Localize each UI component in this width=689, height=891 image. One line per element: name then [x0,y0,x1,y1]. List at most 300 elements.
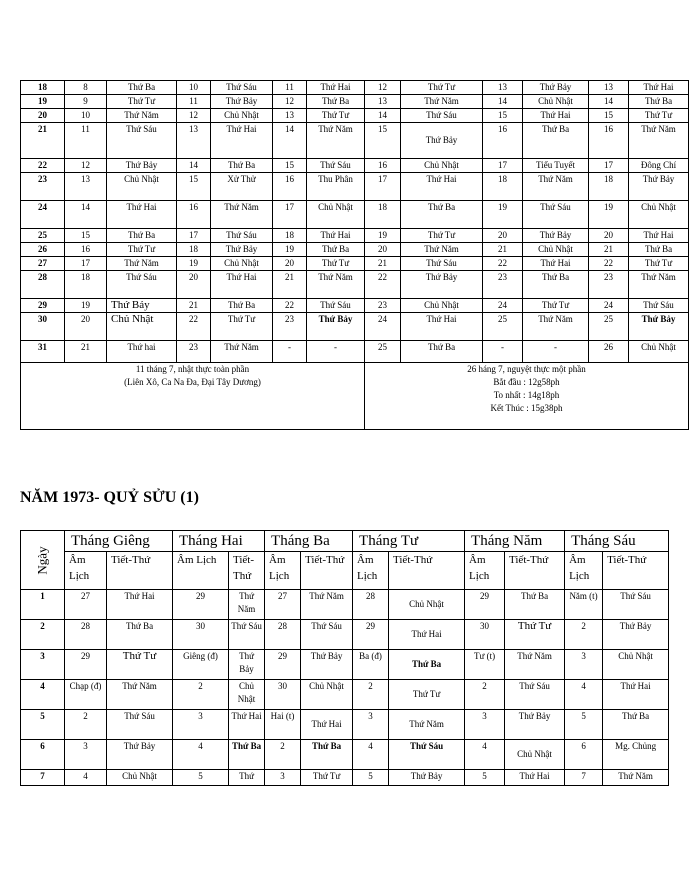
table-cell: 5 [465,770,505,786]
table-cell: Thứ Tư [401,229,483,243]
table-cell: Giêng (đ) [173,650,229,680]
table-cell: 17 [177,229,211,243]
table-cell: Thứ Sáu [401,257,483,271]
table-cell: Thứ Hai [505,770,565,786]
table-cell: Thứ Bảy [401,271,483,299]
day-cell: 3 [21,650,65,680]
day-cell: 19 [21,95,65,109]
table-cell: Thứ Hai [523,257,589,271]
table-cell: 21 [365,257,401,271]
table-cell: Thứ Tư [523,299,589,313]
table-cell: 17 [589,159,629,173]
table-cell: 11 [177,95,211,109]
table-cell: 29 [65,650,107,680]
table-row [21,680,669,710]
table-cell: Thứ Tư [211,313,273,341]
table-cell: - [523,341,589,363]
table-cell: Thứ Năm [107,680,173,710]
table-cell: Thứ Sáu [211,229,273,243]
table-cell: Thứ Năm [211,201,273,229]
tiet-thu-header: Tiết-Thứ [505,552,565,590]
table-cell: 12 [365,81,401,95]
table-cell: 18 [273,229,307,243]
am-lich-header: Âm Lịch [65,552,107,590]
day-cell: 21 [21,123,65,159]
table-cell: Thu Phân [307,173,365,201]
note-left [21,363,365,430]
table-cell: Chủ Nhật [505,740,565,770]
table-cell: Tiểu Tuyết [523,159,589,173]
day-cell: 18 [21,81,65,95]
table-cell: 15 [483,109,523,123]
am-lich-header: Âm Lịch [353,552,389,590]
table-cell: Thứ Hai [307,81,365,95]
day-cell: 6 [21,740,65,770]
table-cell: 28 [65,620,107,650]
table-row [21,271,689,299]
table-row [21,123,689,159]
table-cell: Thứ Tư [301,770,353,786]
table-cell: 16 [365,159,401,173]
table-cell: 13 [273,109,307,123]
table-cell: 14 [483,95,523,109]
table-cell: Xử Thử [211,173,273,201]
table-cell: 28 [265,620,301,650]
table-cell: Thứ Bảy [629,173,689,201]
day-cell: 31 [21,341,65,363]
table-cell: Thứ Ba [603,710,669,740]
table-row [21,229,689,243]
table-cell: Thứ Ba [523,271,589,299]
table-cell: Ba (đ) [353,650,389,680]
day-cell: 1 [21,590,65,620]
table-cell: 28 [353,590,389,620]
day-cell: 29 [21,299,65,313]
ngay-header [21,531,65,590]
table-cell: Thứ Ba [629,243,689,257]
table-cell: Thứ Ba [401,341,483,363]
table-cell: 4 [65,770,107,786]
table-cell: Thứ Năm [401,95,483,109]
table-cell: Chủ Nhật [107,770,173,786]
table-cell: - [273,341,307,363]
table-cell: 16 [177,201,211,229]
table-row [21,299,689,313]
table-cell: 23 [483,271,523,299]
table-cell: 23 [273,313,307,341]
table-cell: Thứ Bảy [389,770,465,786]
am-lich-header: Âm Lịch [565,552,603,590]
table-cell: 24 [365,313,401,341]
table-cell: Chủ Nhật [629,201,689,229]
table-cell: 20 [483,229,523,243]
table-cell: Thứ Năm [603,770,669,786]
table-cell: 9 [65,95,107,109]
table-cell: 15 [273,159,307,173]
table-cell: 3 [265,770,301,786]
day-cell: 28 [21,271,65,299]
table-cell: 7 [565,770,603,786]
table-cell: 12 [65,159,107,173]
table-cell: Thứ Hai [629,81,689,95]
table-cell: 24 [483,299,523,313]
table-cell: Thứ Sáu [505,680,565,710]
table-cell: Thứ Sáu [107,123,177,159]
table-cell: Thứ Năm [307,271,365,299]
month-header: Tháng Sáu [565,531,669,552]
table-cell: 2 [465,680,505,710]
table-row [21,710,669,740]
table-cell: Thứ Hai [107,590,173,620]
table-cell: 4 [173,740,229,770]
table-cell: Thứ Năm [505,650,565,680]
table-cell: 18 [589,173,629,201]
table-cell: 20 [65,313,107,341]
table-cell: 21 [177,299,211,313]
table-cell: 15 [177,173,211,201]
table-cell: 23 [365,299,401,313]
table-cell: Thứ Sáu [301,620,353,650]
table-cell: 15 [365,123,401,159]
table-cell: Thứ Ba [107,229,177,243]
month-header-row [21,531,669,552]
note-right-line: 26 háng 7, nguyệt thực một phần [467,364,586,374]
table-cell: 3 [565,650,603,680]
table-cell: Thứ Ba [211,299,273,313]
table-cell: 20 [365,243,401,257]
table-cell: Thứ Bảy [307,313,365,341]
table-cell: Thứ Ba [401,201,483,229]
table-cell: Thứ Hai [629,229,689,243]
day-cell: 27 [21,257,65,271]
table-cell: 2 [265,740,301,770]
table-cell: 20 [589,229,629,243]
table-row [21,257,689,271]
table-cell: 13 [177,123,211,159]
am-lich-header: Âm Lịch [265,552,301,590]
table-cell: 18 [483,173,523,201]
table-cell: 19 [65,299,107,313]
table-cell: Thứ Hai [401,173,483,201]
table-cell: 6 [565,740,603,770]
table-cell: Thứ Sáu [603,590,669,620]
table-cell: Thứ Hai [523,109,589,123]
table-cell: Thứ Bảy [505,710,565,740]
month-header: Tháng Giêng [65,531,173,552]
table-cell: Thứ Hai [389,620,465,650]
table-cell: 25 [365,341,401,363]
table-cell: Thứ Sáu [107,710,173,740]
table-cell: 10 [177,81,211,95]
table-row [21,173,689,201]
table-cell: 15 [589,109,629,123]
table-cell: 22 [365,271,401,299]
year-heading: NĂM 1973- QUỶ SỬU (1) [20,489,199,506]
table-cell: Thứ [229,770,265,786]
table-cell: 17 [365,173,401,201]
note-right [365,363,689,430]
table-cell: - [307,341,365,363]
day-cell: 30 [21,313,65,341]
table-cell: Thứ Tư [107,95,177,109]
table-cell: Thứ Năm [629,271,689,299]
table-cell: 23 [177,341,211,363]
table-cell: 16 [273,173,307,201]
table-cell: Thứ Hai [211,123,273,159]
table-cell: Thứ Ba [107,620,173,650]
calendar-table-1972-tail [20,80,689,430]
table-cell: Thứ Hai [107,201,177,229]
table-cell: 27 [265,590,301,620]
table-cell: Thứ Năm [107,109,177,123]
table-cell: Thứ Sáu [211,81,273,95]
table-cell: Chủ Nhật [107,173,177,201]
day-cell: 22 [21,159,65,173]
table-cell: Thứ Năm [389,710,465,740]
table-cell: 17 [483,159,523,173]
month-header: Tháng Hai [173,531,265,552]
table-cell: 4 [565,680,603,710]
table-cell: 2 [173,680,229,710]
month-header: Tháng Tư [353,531,465,552]
table-cell: 16 [483,123,523,159]
table-cell: 14 [65,201,107,229]
table-cell: Thứ Ba [211,159,273,173]
table-cell: Chủ Nhật [401,159,483,173]
table-cell: Thứ Ba [229,740,265,770]
ngay-label: Ngày [34,545,50,575]
sub-header-row [21,552,669,590]
calendar-table-1973 [20,530,669,786]
month-header: Tháng Năm [465,531,565,552]
table-row [21,620,669,650]
table-cell: 12 [273,95,307,109]
table-cell: 11 [65,123,107,159]
table-cell: 14 [365,109,401,123]
table-cell: 3 [173,710,229,740]
table-cell: 19 [589,201,629,229]
table-cell: 20 [273,257,307,271]
table-cell: 22 [483,257,523,271]
note-right-line: To nhất : 14g18ph [493,390,560,400]
table-row [21,313,689,341]
table-cell: Năm (t) [565,590,603,620]
table-cell: Chủ Nhật [523,95,589,109]
table-cell: Thứ Bảy [401,123,483,159]
table-cell: 2 [353,680,389,710]
table-cell: Thứ Năm [211,341,273,363]
table-cell: 22 [273,299,307,313]
table-cell: Tư (t) [465,650,505,680]
table-cell: 21 [273,271,307,299]
table-cell: Thứ Ba [505,590,565,620]
table-cell: 13 [589,81,629,95]
table-row [21,95,689,109]
table-cell: Thứ Năm [401,243,483,257]
day-cell: 24 [21,201,65,229]
table-cell: 13 [65,173,107,201]
table-cell: Thứ Hai [211,271,273,299]
day-cell: 7 [21,770,65,786]
table-cell: Thứ Tư [401,81,483,95]
table-cell: 17 [65,257,107,271]
table-cell: Thứ Tư [505,620,565,650]
table-row [21,590,669,620]
table-cell: Thứ Ba [107,81,177,95]
table-cell: 16 [589,123,629,159]
table-cell: Chủ Nhật [603,650,669,680]
table-cell: Thứ Năm [523,313,589,341]
table-cell: Thứ Ba [523,123,589,159]
day-cell: 4 [21,680,65,710]
table-cell: Thứ Ba [301,740,353,770]
table-cell: 19 [177,257,211,271]
day-cell: 2 [21,620,65,650]
table-row [21,650,669,680]
table-cell: Thứ Tư [107,243,177,257]
tiet-thu-header: Tiết-Thứ [107,552,173,590]
table-cell: 3 [465,710,505,740]
table-cell: 4 [465,740,505,770]
table-cell: 10 [65,109,107,123]
table-cell: Mg. Chủng [603,740,669,770]
table-cell: 30 [173,620,229,650]
day-cell: 5 [21,710,65,740]
table-cell: Thứ Tư [307,257,365,271]
table-cell: Thứ Bảy [301,650,353,680]
table-cell: 23 [589,271,629,299]
table-cell: 5 [353,770,389,786]
table-cell: Hai (t) [265,710,301,740]
table-cell: Thứ Bảy [107,299,177,313]
table-cell: Thứ Sáu [307,299,365,313]
table-cell: Thứ Bảy [523,81,589,95]
table-cell: Thứ Ba [629,95,689,109]
table-cell: 3 [353,710,389,740]
table-cell: 18 [177,243,211,257]
table-cell: 13 [365,95,401,109]
table-cell: 19 [365,229,401,243]
table-cell: Thứ Năm [107,257,177,271]
table-cell: Thứ Hai [307,229,365,243]
table-row [21,159,689,173]
am-lich-header: Âm Lịch [173,552,229,590]
table-cell: 11 [273,81,307,95]
day-cell: 26 [21,243,65,257]
table-cell: Thứ Bảy [211,243,273,257]
note-left-line: 11 tháng 7, nhật thực toàn phần [135,364,250,374]
table-cell: Thứ Bảy [107,740,173,770]
table-cell: 21 [483,243,523,257]
table-cell: 24 [589,299,629,313]
table-cell: 26 [589,341,629,363]
table-cell: Thứ Hai [603,680,669,710]
table-cell: Thứ Bảy [629,313,689,341]
table-cell: Thứ Ba [307,243,365,257]
tiet-thu-header: Tiết-Thứ [389,552,465,590]
table-cell: 18 [65,271,107,299]
table-cell: Thứ Bảy [523,229,589,243]
table-cell: 27 [65,590,107,620]
table-cell: Thứ Năm [229,590,265,620]
table-cell: 4 [353,740,389,770]
table-row [21,243,689,257]
table-cell: 17 [273,201,307,229]
table-row [21,201,689,229]
table-cell: 2 [65,710,107,740]
am-lich-header: Âm Lịch [465,552,505,590]
table-cell: 14 [177,159,211,173]
table-cell: Chủ Nhật [629,341,689,363]
table-cell: 15 [65,229,107,243]
table-cell: Thứ Sáu [107,271,177,299]
table-cell: Thứ Tư [307,109,365,123]
tiet-thu-header: Tiết-Thứ [301,552,353,590]
table-cell: 29 [465,590,505,620]
table-cell: Chủ Nhật [229,680,265,710]
table-cell: Thứ Sáu [307,159,365,173]
table-row [21,109,689,123]
table-cell: Thứ Bảy [603,620,669,650]
table-cell: Thứ Năm [301,590,353,620]
table-cell: Thứ Ba [307,95,365,109]
table-cell: 29 [173,590,229,620]
table-cell: 19 [483,201,523,229]
table-cell: Thứ Sáu [629,299,689,313]
table-cell: 16 [65,243,107,257]
table-cell: Chủ Nhật [523,243,589,257]
day-cell: 23 [21,173,65,201]
table-cell: 19 [273,243,307,257]
table-cell: 29 [353,620,389,650]
table-cell: - [483,341,523,363]
table-cell: Thứ Sáu [229,620,265,650]
table-cell: 20 [177,271,211,299]
day-cell: 20 [21,109,65,123]
table-cell: Chủ Nhật [389,590,465,620]
table-cell: Thứ Sáu [389,740,465,770]
table-row [21,740,669,770]
table-cell: Thứ Năm [629,123,689,159]
table-cell: Chủ Nhật [107,313,177,341]
table-cell: 5 [565,710,603,740]
table-cell: Thứ Tư [629,257,689,271]
table-cell: 14 [589,95,629,109]
day-cell: 25 [21,229,65,243]
table-cell: 5 [173,770,229,786]
table-cell: 18 [365,201,401,229]
month-header: Tháng Ba [265,531,353,552]
table-cell: Chủ Nhật [307,201,365,229]
table-cell: 12 [177,109,211,123]
table-row [21,341,689,363]
table-cell: 13 [483,81,523,95]
table-cell: Thứ Sáu [401,109,483,123]
table-cell: Thứ Hai [301,710,353,740]
table-cell: Thứ Năm [523,173,589,201]
table-cell: Thứ Tư [389,680,465,710]
note-left-line: (Liên Xô, Ca Na Đa, Đại Tây Dương) [124,377,261,387]
table-cell: Chủ Nhật [401,299,483,313]
note-right-line: Kết Thúc : 15g38ph [490,403,563,413]
table-cell: 29 [265,650,301,680]
table-cell: 30 [465,620,505,650]
table-cell: Thứ Tư [107,650,173,680]
table-row [21,770,669,786]
table-cell: 30 [265,680,301,710]
table-row [21,81,689,95]
note-right-line: Bắt đầu : 12g58ph [493,377,560,387]
